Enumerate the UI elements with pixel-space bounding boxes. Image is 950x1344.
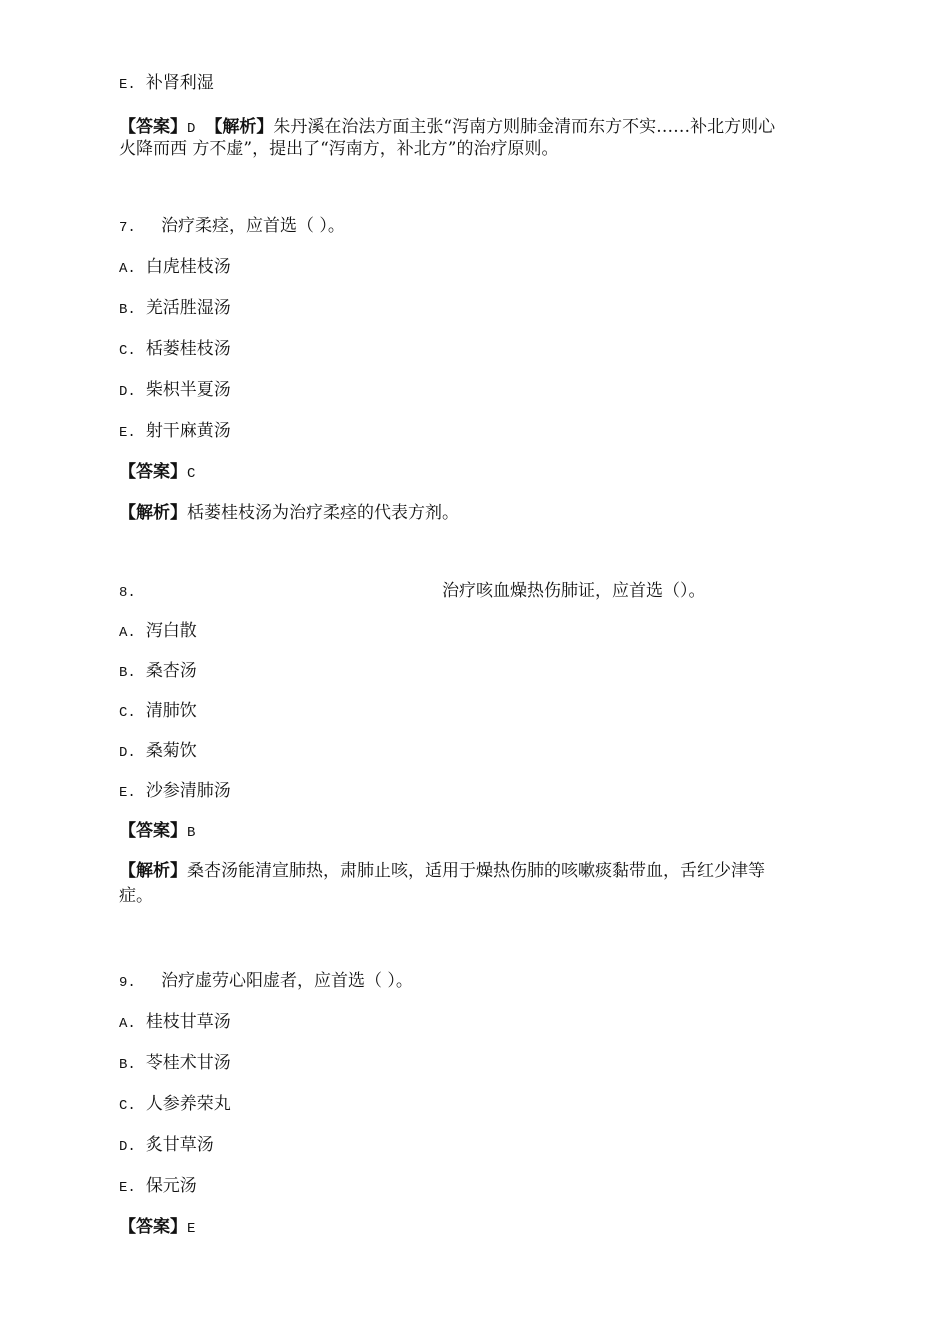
option-letter: B. (119, 1057, 136, 1073)
option-letter: D. (119, 1139, 136, 1155)
option-letter: E. (119, 785, 136, 801)
question-number: 7. (119, 220, 136, 236)
option-letter: A. (119, 625, 136, 641)
analysis-text: 症。 (119, 886, 153, 906)
option-text: 羌活胜湿汤 (145, 298, 231, 318)
analysis-text: 桑杏汤能清宣肺热，肃肺止咳，适用于燥热伤肺的咳嗽痰黏带血，舌红少津等 (187, 861, 765, 881)
analysis-text: 栝蒌桂枝汤为治疗柔痉的代表方剂。 (187, 503, 459, 523)
analysis-text: 火降而西 方不虚”，提出了“泻南方，补北方”的治疗原则。 (119, 139, 559, 159)
option-text: 沙参清肺汤 (145, 781, 231, 801)
analysis-label: 【解析】 (119, 503, 187, 523)
analysis-line-2 (119, 138, 558, 160)
q8-option-d (119, 740, 197, 764)
q8-answer (119, 820, 205, 844)
answer-label: 【答案】 (119, 462, 187, 482)
option-text: 保元汤 (145, 1176, 197, 1196)
question-number: 9. (119, 975, 136, 991)
option-letter: C. (119, 343, 136, 359)
option-text: 栝蒌桂枝汤 (145, 339, 231, 359)
option-text: 清肺饮 (145, 701, 197, 721)
question-text: 治疗咳血燥热伤肺证，应首选（）。 (442, 581, 706, 601)
option-text: 泻白散 (145, 621, 197, 641)
option-letter: D. (119, 384, 136, 400)
option-text: 桂枝甘草汤 (145, 1012, 231, 1032)
question-7 (119, 215, 345, 239)
option-text: 补肾利湿 (145, 73, 214, 93)
question-text: 治疗柔痉，应首选（ ）。 (161, 216, 345, 236)
q7-answer (119, 461, 205, 485)
option-letter: A. (119, 1016, 136, 1032)
q9-option-d (119, 1134, 214, 1158)
question-number: 8. (119, 585, 136, 601)
analysis-text: 朱丹溪在治法方面主张“泻南方则肺金清而东方不实……补北方则心 (273, 117, 776, 137)
analysis-label: 【解析】 (205, 117, 274, 137)
q7-option-e (119, 420, 231, 444)
option-text: 白虎桂枝汤 (145, 257, 231, 277)
option-letter: E. (119, 1180, 136, 1196)
q7-option-c (119, 338, 231, 362)
option-letter: B. (119, 302, 136, 318)
option-letter: E. (119, 425, 136, 441)
q9-option-c (119, 1093, 231, 1117)
question-9 (119, 970, 413, 994)
q7-analysis (119, 502, 459, 524)
answer-label: 【答案】 (119, 1217, 187, 1237)
option-letter: C. (119, 705, 136, 721)
answer-value: B (187, 825, 196, 841)
option-letter: E. (119, 77, 136, 93)
answer-label: 【答案】 (119, 117, 187, 137)
option-letter: C. (119, 1098, 136, 1114)
q9-option-e (119, 1175, 197, 1199)
option-text: 射干麻黄汤 (145, 421, 231, 441)
question-text: 治疗虚劳心阳虚者，应首选（ ）。 (161, 971, 413, 991)
q8-analysis-line-2 (119, 885, 153, 907)
option-letter: A. (119, 261, 136, 277)
q9-option-a (119, 1011, 231, 1035)
option-e (119, 72, 214, 96)
q9-option-b (119, 1052, 231, 1076)
option-letter: B. (119, 665, 136, 681)
answer-value: D (187, 121, 196, 137)
q7-option-b (119, 297, 231, 321)
answer-analysis-line-1 (119, 116, 775, 140)
q8-option-a (119, 620, 197, 644)
q8-option-e (119, 780, 231, 804)
q9-answer (119, 1216, 205, 1240)
option-letter: D. (119, 745, 136, 761)
q8-option-b (119, 660, 197, 684)
analysis-label: 【解析】 (119, 861, 187, 881)
q8-analysis-line-1 (119, 860, 765, 882)
answer-label: 【答案】 (119, 821, 187, 841)
option-text: 桑菊饮 (145, 741, 197, 761)
option-text: 桑杏汤 (145, 661, 197, 681)
option-text: 柴枳半夏汤 (145, 380, 231, 400)
q8-option-c (119, 700, 197, 724)
option-text: 苓桂术甘汤 (145, 1053, 231, 1073)
answer-value: C (187, 466, 196, 482)
q7-option-d (119, 379, 231, 403)
option-text: 人参养荣丸 (145, 1094, 231, 1114)
question-8 (119, 580, 706, 604)
q7-option-a (119, 256, 231, 280)
answer-value: E (187, 1221, 196, 1237)
option-text: 炙甘草汤 (145, 1135, 214, 1155)
